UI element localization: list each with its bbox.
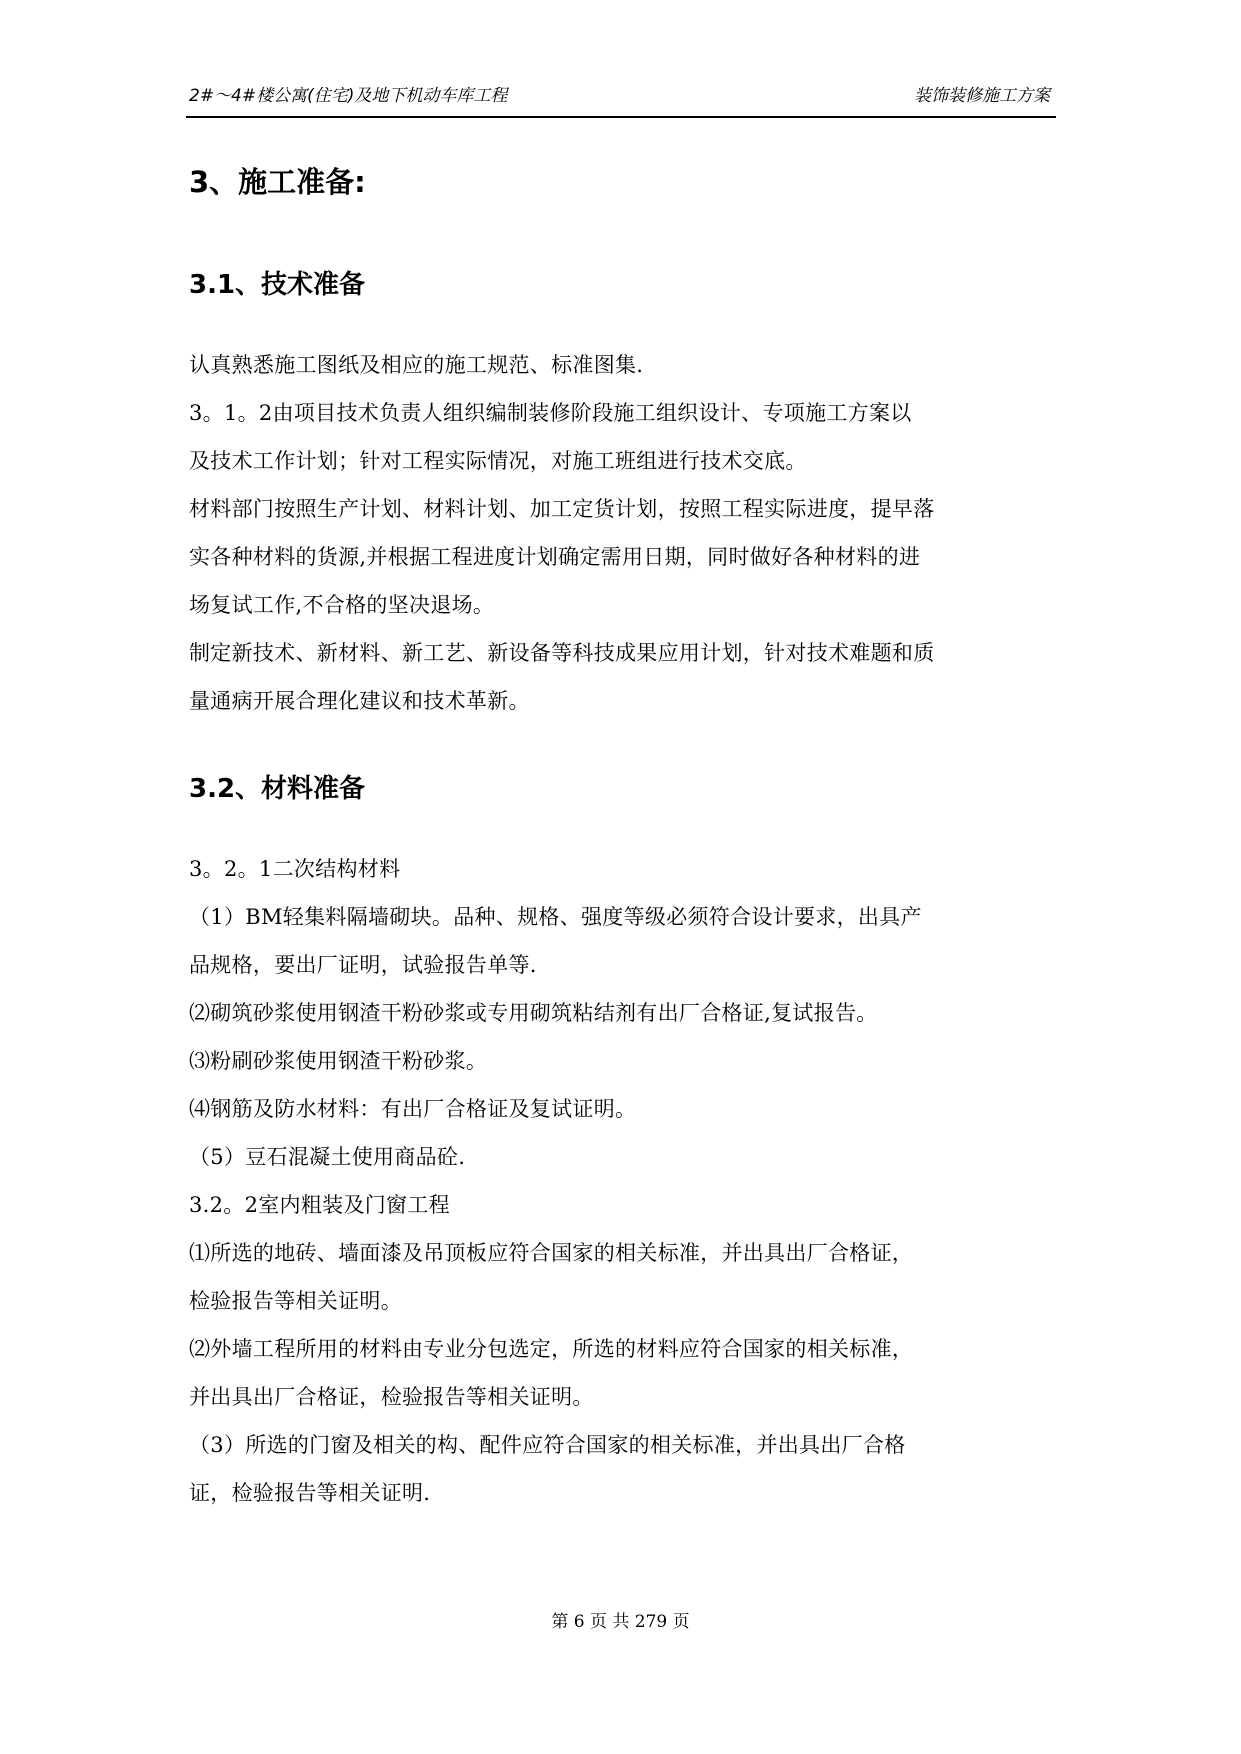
paragraph-line: 检验报告等相关证明。 — [189, 1289, 402, 1313]
paragraph-line: 证，检验报告等相关证明. — [189, 1481, 431, 1505]
paragraph-line: 3。2。1二次结构材料 — [189, 857, 401, 881]
header-rule — [186, 116, 1056, 118]
paragraph-line: 场复试工作,不合格的坚决退场。 — [189, 593, 495, 617]
header-document-title: 装饰装修施工方案 — [914, 86, 1050, 106]
paragraph-line: 并出具出厂合格证，检验报告等相关证明。 — [189, 1385, 594, 1409]
section-heading: 3、施工准备: — [189, 165, 366, 199]
paragraph-line: ⑵外墙工程所用的材料由专业分包选定，所选的材料应符合国家的相关标准， — [189, 1337, 914, 1361]
paragraph-line: ⑵砌筑砂浆使用钢渣干粉砂浆或专用砌筑粘结剂有出厂合格证,复试报告。 — [189, 1001, 878, 1025]
paragraph-line: 材料部门按照生产计划、材料计划、加工定货计划，按照工程实际进度，提早落 — [189, 497, 935, 521]
paragraph-line: 及技术工作计划；针对工程实际情况，对施工班组进行技术交底。 — [189, 449, 807, 473]
header-project-title: 2#～4#楼公寓(住宅)及地下机动车库工程 — [189, 86, 508, 106]
paragraph-line: ⑴所选的地砖、墙面漆及吊顶板应符合国家的相关标准，并出具出厂合格证， — [189, 1241, 914, 1265]
paragraph-line: 品规格，要出厂证明，试验报告单等. — [189, 953, 537, 977]
paragraph-line: ⑷钢筋及防水材料：有出厂合格证及复试证明。 — [189, 1097, 637, 1121]
paragraph-line: 3.2。2室内粗装及门窗工程 — [189, 1193, 450, 1217]
paragraph-line: （5）豆石混凝土使用商品砼. — [189, 1145, 466, 1169]
subsection-heading-technical: 3.1、技术准备 — [189, 270, 366, 300]
paragraph-line: 制定新技术、新材料、新工艺、新设备等科技成果应用计划，针对技术难题和质 — [189, 641, 935, 665]
paragraph-line: 实各种材料的货源,并根据工程进度计划确定需用日期，同时做好各种材料的进 — [189, 545, 921, 569]
subsection-heading-materials: 3.2、材料准备 — [189, 774, 366, 804]
page-number: 第 6 页 共 279 页 — [551, 1612, 690, 1632]
paragraph-line: （3）所选的门窗及相关的构、配件应符合国家的相关标准，并出具出厂合格 — [189, 1433, 906, 1457]
paragraph-line: ⑶粉刷砂浆使用钢渣干粉砂浆。 — [189, 1049, 488, 1073]
paragraph-line: 3。1。2由项目技术负责人组织编制装修阶段施工组织设计、专项施工方案以 — [189, 401, 912, 425]
paragraph-line: 量通病开展合理化建议和技术革新。 — [189, 689, 530, 713]
paragraph-line: 认真熟悉施工图纸及相应的施工规范、标准图集. — [189, 353, 644, 377]
paragraph-line: （1）BM轻集料隔墙砌块。品种、规格、强度等级必须符合设计要求，出具产 — [189, 905, 922, 929]
